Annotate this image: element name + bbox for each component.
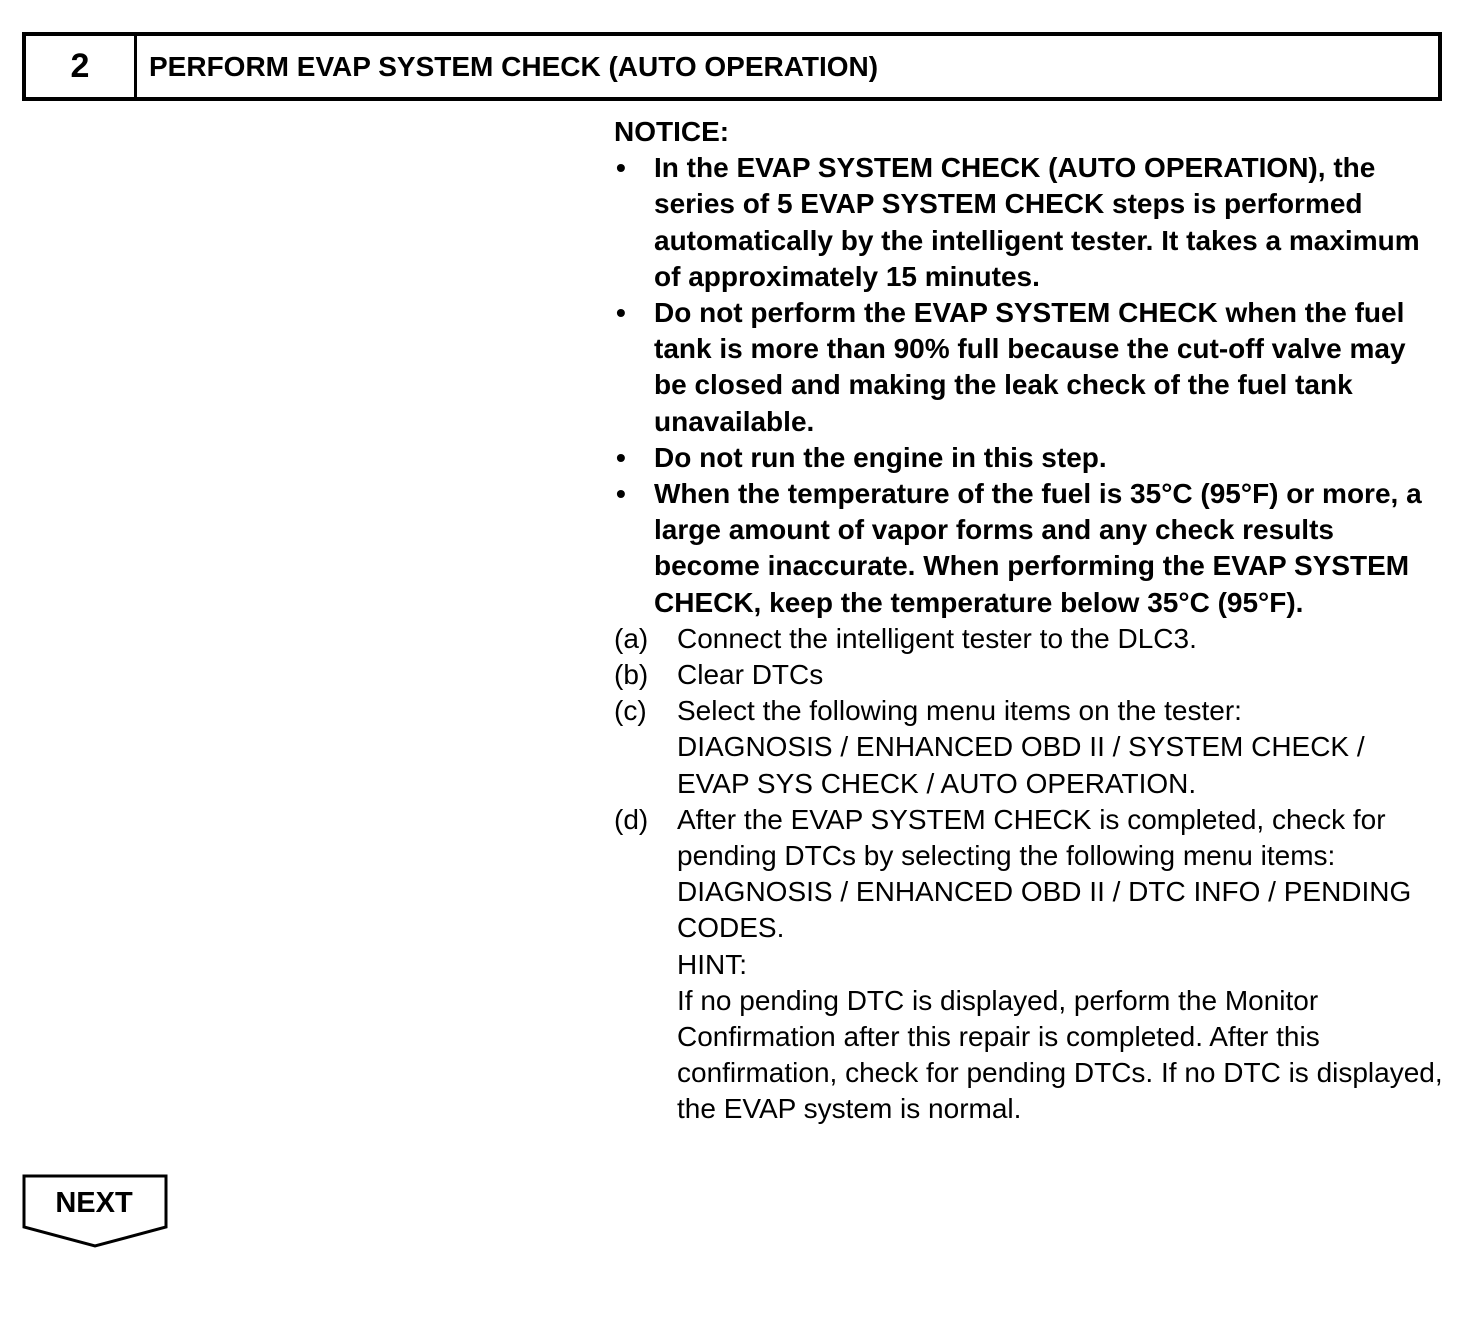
step-text: After the EVAP SYSTEM CHECK is completed, check for pending DTCs by selecting the following menu items: (677, 803, 1386, 872)
step-label: (a) (614, 622, 649, 654)
procedure-step-b (614, 657, 1444, 693)
hint-text: If no pending DTC is displayed, perform the Monitor Confirmation after this repair is completed. After this confirmation, check for pending DTCs. If no DTC is displayed, the EVAP system is normal. (677, 984, 1443, 1125)
menu-path: DIAGNOSIS / ENHANCED OBD II / SYSTEM CHECK / EVAP SYS CHECK / AUTO OPERATION. (677, 731, 1365, 799)
step-text: Select the following menu items on the tester: (677, 695, 1242, 727)
notice-item (614, 295, 1444, 440)
step-label: (c) (614, 695, 647, 727)
notice-item (614, 150, 1444, 295)
procedure-step-d (614, 802, 1444, 1128)
step-label: (d) (614, 803, 649, 835)
procedure-step-a (614, 621, 1444, 657)
notice-item-text: Do not perform the EVAP SYSTEM CHECK when the fuel tank is more than 90% full because the cut-off valve may be closed and making the leak check of the fuel tank unavailable. (654, 297, 1406, 437)
step-title: PERFORM EVAP SYSTEM CHECK (AUTO OPERATION) (149, 50, 879, 82)
bullet-icon: • (616, 478, 626, 510)
procedure-step-c (614, 693, 1444, 802)
step-number: 2 (26, 36, 137, 97)
next-button[interactable] (22, 1174, 168, 1248)
notice-item (614, 440, 1444, 476)
step-text: Connect the intelligent tester to the DLC3. (677, 622, 1197, 654)
notice-item-text: In the EVAP SYSTEM CHECK (AUTO OPERATION), the series of 5 EVAP SYSTEM CHECK steps is performed automatically by the intelligent tester. It takes a maximum of approximately 15 minutes. (654, 152, 1420, 292)
menu-path: DIAGNOSIS / ENHANCED OBD II / DTC INFO / PENDING CODES. (677, 876, 1412, 944)
notice-heading: NOTICE: (614, 116, 730, 147)
bullet-icon: • (616, 297, 626, 329)
bullet-icon: • (616, 152, 626, 184)
step-text: Clear DTCs (677, 659, 824, 691)
notice-item-text: Do not run the engine in this step. (654, 441, 1107, 473)
notice-item-text: When the temperature of the fuel is 35°C (95°F) or more, a large amount of vapor forms and any check results become inaccurate. When performing the EVAP SYSTEM CHECK, keep the temperature below 35°C (95°F). (654, 478, 1422, 618)
step-header (22, 32, 1442, 101)
next-label: NEXT (55, 1187, 133, 1219)
hint-heading: HINT: (677, 948, 747, 980)
procedure-content (614, 114, 1444, 1128)
bullet-icon: • (616, 441, 626, 473)
notice-item (614, 476, 1444, 621)
step-label: (b) (614, 659, 649, 691)
